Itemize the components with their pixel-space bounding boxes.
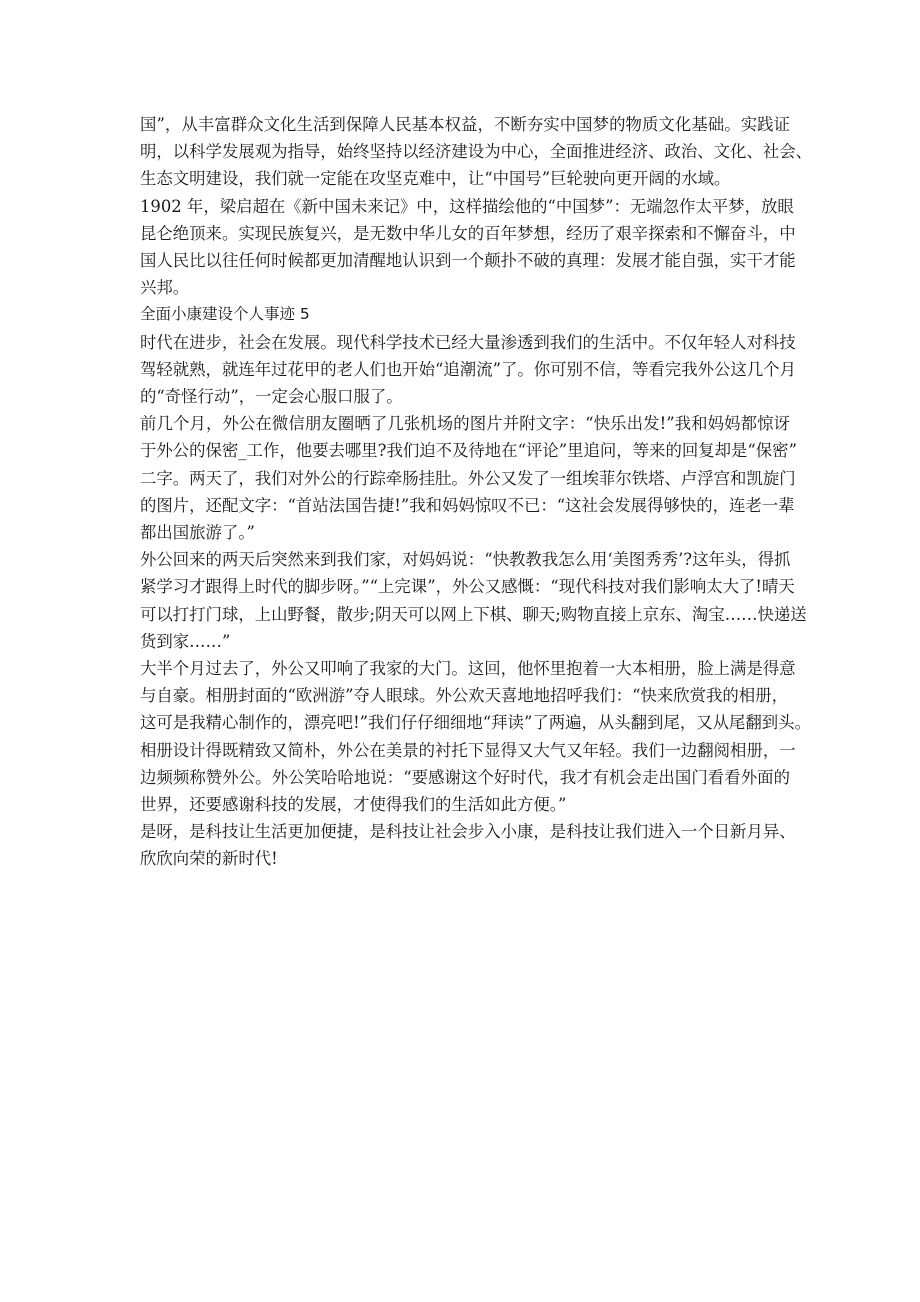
- text-line: 可以打打门球，上山野餐，散步;阴天可以网上下棋、聊天;购物直接上京东、淘宝……快递送: [140, 604, 807, 624]
- text-line: 外公回来的两天后突然来到我们家，对妈妈说：“快教教我怎么用‘美图秀秀’?这年头，得抓: [140, 550, 791, 570]
- text-line: 大半个月过去了，外公又叩响了我家的大门。这回，他怀里抱着一大本相册，脸上满是得意: [140, 659, 796, 679]
- text-line: 是呀，是科技让生活更加便捷，是科技让社会步入小康，是科技让我们进入一个日新月异、: [140, 822, 796, 842]
- document-body: [140, 111, 813, 873]
- section-heading: 全面小康建设个人事迹 5: [140, 305, 310, 324]
- text-line: 生态文明建设，我们就一定能在攻坚克难中，让“中国号”巨轮驶向更开阔的水域。: [140, 169, 731, 189]
- text-line: 的图片，还配文字：“首站法国告捷!”我和妈妈惊叹不已：“这社会发展得够快的，连老一辈: [140, 495, 795, 515]
- text-line: 时代在进步，社会在发展。现代科学技术已经大量渗透到我们的生活中。不仅年轻人对科技: [140, 332, 796, 352]
- text-line: 世界，还要感谢科技的发展，才使得我们的生活如此方便。”: [140, 795, 567, 815]
- text-line: 1902 年，梁启超在《新中国未来记》中，这样描绘他的“中国梦”：无端忽作太平梦，放眼: [140, 196, 794, 216]
- text-line: 于外公的保密_工作，他要去哪里?我们迫不及待地在“评论”里追问，等来的回复却是“保密”: [140, 441, 797, 461]
- text-line: 国人民比以往任何时候都更加清醒地认识到一个颠扑不破的真理：发展才能自强，实干才能: [140, 251, 796, 271]
- text-line: 二字。两天了，我们对外公的行踪牵肠挂肚。外公又发了一组埃菲尔铁塔、卢浮宫和凯旋门: [140, 468, 796, 488]
- text-line: 与自豪。相册封面的“欧洲游”夺人眼球。外公欢天喜地地招呼我们：“快来欣赏我的相册，: [140, 686, 788, 706]
- text-line: 的“奇怪行动”，一定会心服口服了。: [140, 387, 403, 407]
- text-line: 前几个月，外公在微信朋友圈晒了几张机场的图片并附文字：“快乐出发!”我和妈妈都惊讶: [140, 414, 790, 434]
- text-line: 相册设计得既精致又简朴，外公在美景的衬托下显得又大气又年轻。我们一边翻阅相册，一: [140, 740, 796, 760]
- text-line: 国”，从丰富群众文化生活到保障人民基本权益，不断夯实中国梦的物质文化基础。实践证: [140, 115, 790, 134]
- text-line: 驾轻就熟，就连年过花甲的老人们也开始“追潮流”了。你可别不信，等看完我外公这几个月: [140, 359, 796, 379]
- text-line: 边频频称赞外公。外公笑哈哈地说：“要感谢这个好时代，我才有机会走出国门看看外面的: [140, 767, 790, 787]
- text-line: 货到家……”: [140, 631, 231, 651]
- text-line: 紧学习才跟得上时代的脚步呀。”“上完课”，外公又感慨：“现代科技对我们影响太大了!晴天: [140, 577, 795, 597]
- text-line: 欣欣向荣的新时代!: [140, 849, 278, 869]
- text-line: 昆仑绝顶来。实现民族复兴，是无数中华儿女的百年梦想，经历了艰辛探索和不懈奋斗，中: [140, 223, 796, 243]
- text-line: 都出国旅游了。”: [140, 523, 255, 543]
- text-line: 这可是我精心制作的，漂亮吧!”我们仔仔细细地“拜读”了两遍，从头翻到尾，又从尾翻到头。: [140, 713, 811, 733]
- text-line: 兴邦。: [140, 278, 190, 298]
- text-line: 明，以科学发展观为指导，始终坚持以经济建设为中心，全面推进经济、政治、文化、社会、: [140, 142, 813, 162]
